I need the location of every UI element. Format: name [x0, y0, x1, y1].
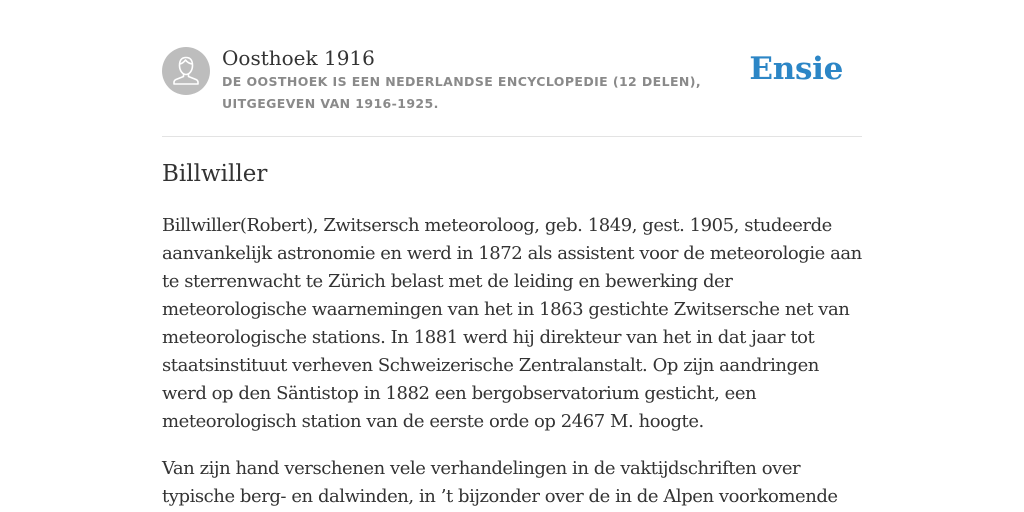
source-title[interactable]: Oosthoek 1916	[222, 46, 375, 70]
user-icon	[162, 47, 210, 95]
source-avatar[interactable]	[162, 47, 210, 95]
entry-body	[162, 212, 862, 512]
ensie-logo[interactable]: Ensie	[749, 51, 843, 87]
entry-title: Billwiller	[162, 161, 268, 187]
source-description: DE OOSTHOEK IS EEN NEDERLANDSE ENCYCLOPEDIE (12 DELEN), UITGEGEVEN VAN 1916-1925.	[222, 74, 702, 111]
source-header	[162, 44, 862, 137]
entry-paragraph: Van zijn hand verschenen vele verhandelingen in de vaktijdschriften over typische berg- en dalwinden, in ’t bijzonder over de in de Alpen voorkomende	[162, 458, 838, 507]
entry-paragraph: Billwiller(Robert), Zwitsersch meteoroloog, geb. 1849, gest. 1905, studeerde aanvankelijk astronomie en werd in 1872 als assistent voor de meteorologie aan te sterrenwacht te Zürich belast met de leiding en bewerking der meteorologische waarnemingen van het in 1863 gestichte Zwitsersche net van meteorologische stations. In 1881 werd hij direkteur van het in dat jaar tot staatsinstituut verheven Schweizerische Zentralanstalt. Op zijn aandringen werd op den Säntistop in 1882 een bergobservatorium gesticht, een meteorologisch station van de eerste orde op 2467 M. hoogte.	[162, 215, 862, 432]
